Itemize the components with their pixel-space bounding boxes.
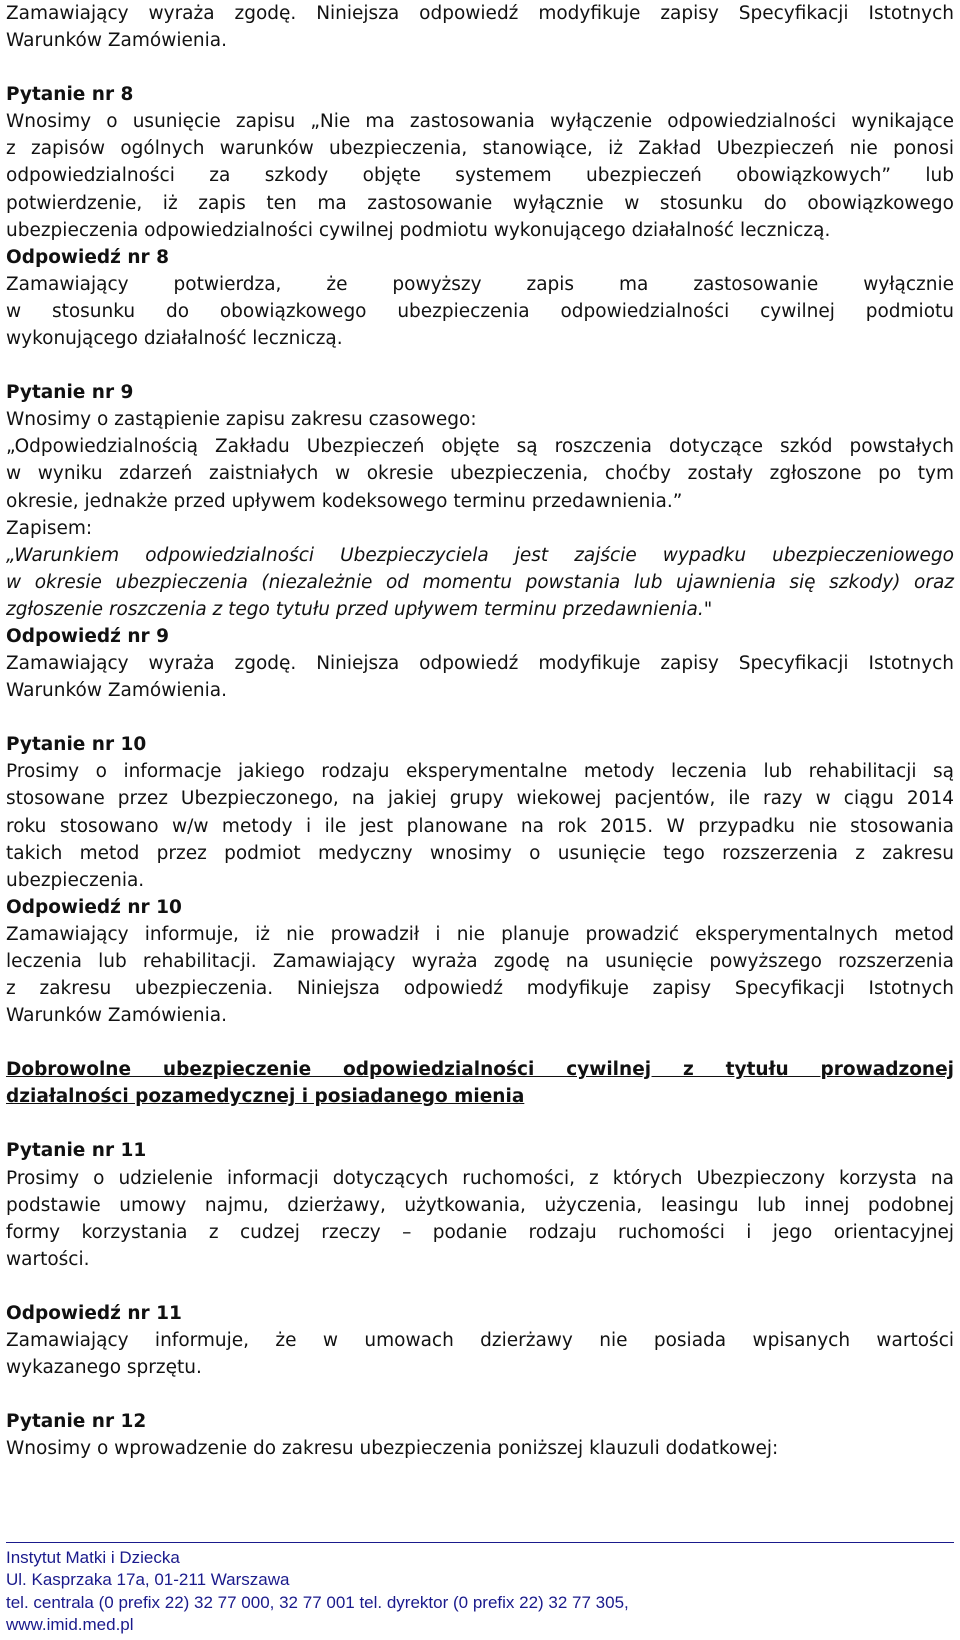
text-line: Warunków Zamówienia. xyxy=(6,30,227,52)
text-line: roku stosowano w/w metody i ile jest planowane na rok 2015. W przypadku nie stosowania xyxy=(6,815,954,837)
question-9-zapisem: Zapisem: xyxy=(6,517,93,539)
page-footer xyxy=(6,1542,954,1636)
answer-9-text xyxy=(6,650,954,704)
text-line: ubezpieczenia odpowiedzialności cywilnej podmiotu wykonującego działalność leczniczą. xyxy=(6,219,831,241)
footer-phones: tel. centrala (0 prefix 22) 32 77 000, 32 77 001 tel. dyrektor (0 prefix 22) 32 77 305, xyxy=(6,1592,629,1612)
text-line: Zamawiający informuje, iż nie prowadził i nie planuje prowadzić eksperymentalnych metod xyxy=(6,923,954,945)
text-line: formy korzystania z cudzej rzeczy – podanie rodzaju ruchomości i jego orientacyjnej xyxy=(6,1221,954,1243)
text-line: Warunków Zamówienia. xyxy=(6,1005,227,1027)
footer-website-link[interactable]: www.imid.med.pl xyxy=(6,1614,134,1634)
answer-8-title: Odpowiedź nr 8 xyxy=(6,246,169,268)
question-8-text xyxy=(6,108,954,243)
question-10-text xyxy=(6,758,954,893)
text-line: Wnosimy o usunięcie zapisu „Nie ma zastosowania wyłączenie odpowiedzialności wynikające xyxy=(6,111,954,133)
intro-paragraph xyxy=(6,0,954,54)
text-line: w okresie ubezpieczenia (niezależnie od momentu powstania lub ujawnienia się szkody) oraz xyxy=(6,571,954,593)
text-line: podstawie umowy najmu, dzierżawy, użytkowania, użyczenia, leasingu lub innej podobnej xyxy=(6,1194,954,1216)
answer-11-title: Odpowiedź nr 11 xyxy=(6,1302,182,1324)
footer-institution: Instytut Matki i Dziecka xyxy=(6,1548,180,1567)
question-10-title: Pytanie nr 10 xyxy=(6,734,147,756)
text-line: ubezpieczenia. xyxy=(6,869,145,891)
question-12-title: Pytanie nr 12 xyxy=(6,1411,147,1433)
text-line: wykazanego sprzętu. xyxy=(6,1357,202,1379)
text-line: Zamawiający wyraża zgodę. Niniejsza odpowiedź modyfikuje zapisy Specyfikacji Istotnych xyxy=(6,3,954,24)
text-line: Prosimy o informacje jakiego rodzaju eksperymentalne metody leczenia lub rehabilitacji są xyxy=(6,761,954,783)
text-line: odpowiedzialności za szkody objęte systemem ubezpieczeń obowiązkowych” lub xyxy=(6,165,954,187)
footer-address: Ul. Kasprzaka 17a, 01-211 Warszawa xyxy=(6,1570,290,1590)
text-line: „Warunkiem odpowiedzialności Ubezpieczyciela jest zajście wypadku ubezpieczeniowego xyxy=(6,544,954,566)
text-line: leczenia lub rehabilitacji. Zamawiający wyraża zgodę na usunięcie powyższego rozszerzenia xyxy=(6,951,954,972)
answer-8-text xyxy=(6,271,954,352)
answer-10-text xyxy=(6,921,954,1029)
question-11-title: Pytanie nr 11 xyxy=(6,1140,147,1162)
text-line: Prosimy o udzielenie informacji dotyczących ruchomości, z których Ubezpieczony korzysta na xyxy=(6,1167,954,1189)
text-line: Warunków Zamówienia. xyxy=(6,680,227,702)
text-line: okresie, jednakże przed upływem kodeksowego terminu przedawnienia.” xyxy=(6,490,683,512)
text-line: Dobrowolne ubezpieczenie odpowiedzialności cywilnej z tytułu prowadzonej xyxy=(6,1059,954,1081)
text-line: w wyniku zdarzeń zaistniałych w okresie ubezpieczenia, choćby zostały zgłoszone po tym xyxy=(6,463,954,485)
text-line: zgłoszenie roszczenia z tego tytułu przed upływem terminu przedawnienia." xyxy=(6,598,713,620)
question-9-intro: Wnosimy o zastąpienie zapisu zakresu czasowego: xyxy=(6,409,477,431)
answer-9-title: Odpowiedź nr 9 xyxy=(6,625,169,647)
question-9-replacement xyxy=(6,542,954,623)
text-line: wykonującego działalność leczniczą. xyxy=(6,328,343,350)
text-line: Zamawiający informuje, że w umowach dzierżawy nie posiada wpisanych wartości xyxy=(6,1330,954,1352)
document-page xyxy=(6,0,954,1462)
text-line: Zamawiający wyraża zgodę. Niniejsza odpowiedź modyfikuje zapisy Specyfikacji Istotnych xyxy=(6,653,954,675)
text-line: w stosunku do obowiązkowego ubezpieczenia odpowiedzialności cywilnej podmiotu xyxy=(6,300,954,322)
text-line: z zakresu ubezpieczenia. Niniejsza odpowiedź modyfikuje zapisy Specyfikacji Istotnych xyxy=(6,978,954,1000)
text-line: z zapisów ogólnych warunków ubezpieczenia, stanowiące, iż Zakład Ubezpieczeń nie ponosi xyxy=(6,138,954,160)
text-line: takich metod przez podmiot medyczny wnosimy o usunięcie tego rozszerzenia z zakresu xyxy=(6,842,954,864)
answer-10-title: Odpowiedź nr 10 xyxy=(6,896,182,918)
text-line: stosowane przez Ubezpieczonego, na jakiej grupy wiekowej pacjentów, ile razy w ciągu 2014 xyxy=(6,788,954,810)
text-line: „Odpowiedzialnością Zakładu Ubezpieczeń objęte są roszczenia dotyczące szkód powstałych xyxy=(6,436,954,458)
question-9-quote xyxy=(6,433,954,514)
text-line: wartości. xyxy=(6,1248,90,1270)
text-line: potwierdzenie, iż zapis ten ma zastosowanie wyłącznie w stosunku do obowiązkowego xyxy=(6,192,954,214)
answer-11-text xyxy=(6,1327,954,1381)
question-12-text: Wnosimy o wprowadzenie do zakresu ubezpieczenia poniższej klauzuli dodatkowej: xyxy=(6,1438,779,1460)
question-11-text xyxy=(6,1165,954,1273)
question-9-title: Pytanie nr 9 xyxy=(6,382,134,404)
text-line: Zamawiający potwierdza, że powyższy zapis ma zastosowanie wyłącznie xyxy=(6,273,954,295)
question-8-title: Pytanie nr 8 xyxy=(6,84,134,106)
text-line: działalności pozamedycznej i posiadanego mienia xyxy=(6,1086,525,1108)
section-heading xyxy=(6,1056,954,1110)
